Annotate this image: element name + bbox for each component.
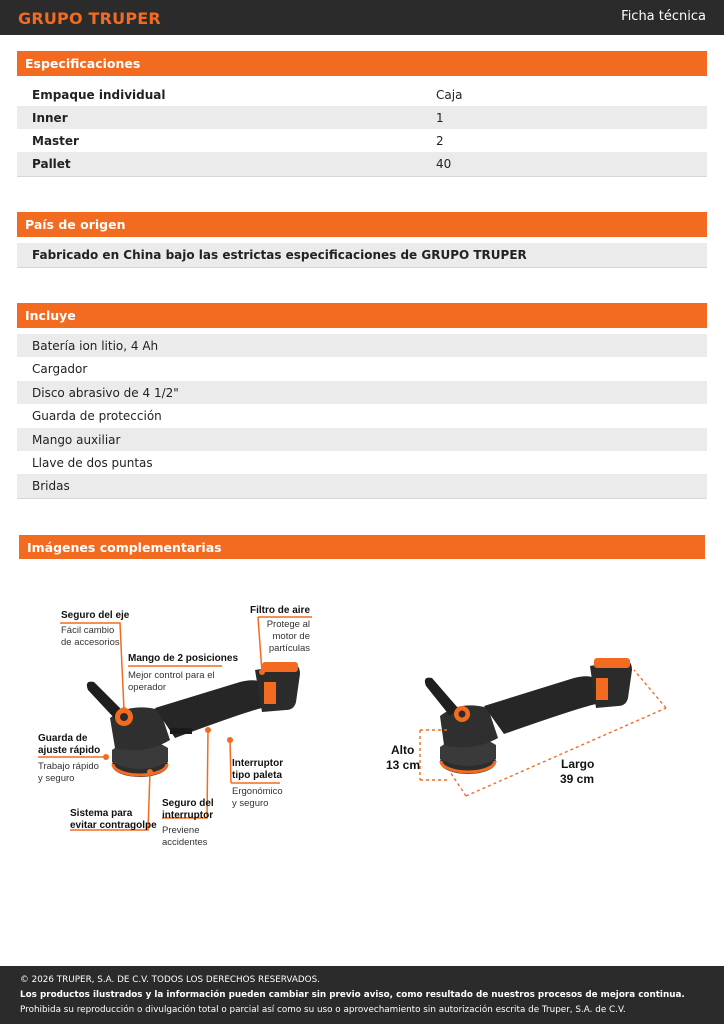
footer-copyright: © 2026 TRUPER, S.A. DE C.V. TODOS LOS DERECHOS RESERVADOS. — [20, 975, 320, 985]
callout-guarda-line: Trabajo rápido — [38, 761, 99, 772]
spec-label: Pallet — [32, 157, 71, 171]
spec-label: Inner — [32, 111, 68, 125]
includes-item-label: Mango auxiliar — [32, 433, 121, 447]
includes-item-label: Batería ion litio, 4 Ah — [32, 339, 159, 353]
origin-text: Fabricado en China bajo las estrictas especificaciones de GRUPO TRUPER — [32, 248, 527, 262]
callout-interruptor-title: Interruptor — [232, 758, 284, 769]
spec-value: 40 — [436, 157, 452, 171]
spec-row — [17, 152, 707, 177]
includes-item-label: Guarda de protección — [32, 409, 162, 423]
dim-alto-value: 13 cm — [386, 758, 421, 772]
callout-seguro-line: Previene — [162, 825, 200, 836]
callout-seguro-line: accidentes — [162, 837, 208, 848]
product-illustrations — [0, 590, 724, 860]
callout-filtro-line: partículas — [268, 643, 310, 654]
spec-value: 1 — [436, 111, 444, 125]
spec-value: 2 — [436, 134, 444, 148]
callout-interruptor-title: tipo paleta — [232, 770, 283, 781]
angle-grinder-icon — [425, 658, 632, 774]
product-images — [0, 590, 724, 860]
includes-section-title: Incluye — [17, 303, 707, 328]
includes-item — [17, 451, 707, 474]
callout-mango-title: Mango de 2 posiciones — [128, 653, 239, 664]
origin-section-title: País de origen — [17, 212, 707, 237]
dim-largo-label: Largo — [561, 757, 595, 771]
callout-interruptor-line: y seguro — [232, 798, 269, 809]
includes-item-label: Llave de dos puntas — [32, 456, 153, 470]
callout-filtro-line: Protege al — [266, 619, 310, 630]
dim-alto-label: Alto — [391, 743, 415, 757]
footer — [0, 966, 724, 1024]
top-bar — [0, 0, 724, 35]
specs-section-title: Especificaciones — [17, 51, 707, 76]
callout-eje-line: Fácil cambio — [61, 625, 115, 636]
includes-item-label: Cargador — [32, 362, 88, 376]
spec-label: Master — [32, 134, 79, 148]
footer-legal: Prohibida su reproducción o divulgación total o parcial así como su uso o aprovechamiento sin autorización escrita de Truper, S.A. de C.V. — [20, 1005, 626, 1015]
callout-guarda-line: y seguro — [38, 773, 75, 784]
callout-sistema-title: Sistema para — [70, 808, 133, 819]
includes-item — [17, 474, 707, 499]
callout-filtro-title: Filtro de aire — [249, 605, 310, 616]
includes-item-label: Bridas — [32, 479, 70, 493]
callout-mango-line: operador — [128, 682, 167, 693]
callout-interruptor-line: Ergonómico — [232, 786, 283, 797]
spec-label: Empaque individual — [32, 88, 166, 102]
callout-guarda-title: Guarda de — [38, 733, 88, 744]
callout-eje-line: de accesorios — [61, 637, 120, 648]
brand-logo: GRUPO TRUPER — [18, 9, 161, 28]
origin-row — [17, 243, 707, 268]
spec-row — [17, 83, 707, 106]
includes-item — [17, 381, 707, 404]
doc-title: Ficha técnica — [621, 9, 706, 24]
callout-seguro-title: interruptor — [162, 810, 214, 821]
dim-largo-value: 39 cm — [560, 772, 595, 786]
includes-item — [17, 404, 707, 427]
callout-guarda-title: ajuste rápido — [38, 745, 101, 756]
images-section-title: Imágenes complementarias — [19, 535, 705, 559]
includes-item — [17, 334, 707, 357]
spec-value: Caja — [436, 88, 463, 102]
callout-seguro-title: Seguro del — [162, 798, 214, 809]
callout-mango-line: Mejor control para el — [128, 670, 215, 681]
spec-row — [17, 129, 707, 152]
includes-item — [17, 357, 707, 380]
callout-filtro-line: motor de — [272, 631, 310, 642]
footer-notice: Los productos ilustrados y la información pueden cambiar sin previo aviso, como resultado de nuestros procesos de mejora continua. — [20, 990, 685, 1000]
callout-sistema-title: evitar contragolpe — [70, 820, 157, 831]
includes-item-label: Disco abrasivo de 4 1/2" — [32, 386, 179, 400]
callout-eje-title: Seguro del eje — [61, 610, 130, 621]
includes-item — [17, 428, 707, 451]
spec-row — [17, 106, 707, 129]
